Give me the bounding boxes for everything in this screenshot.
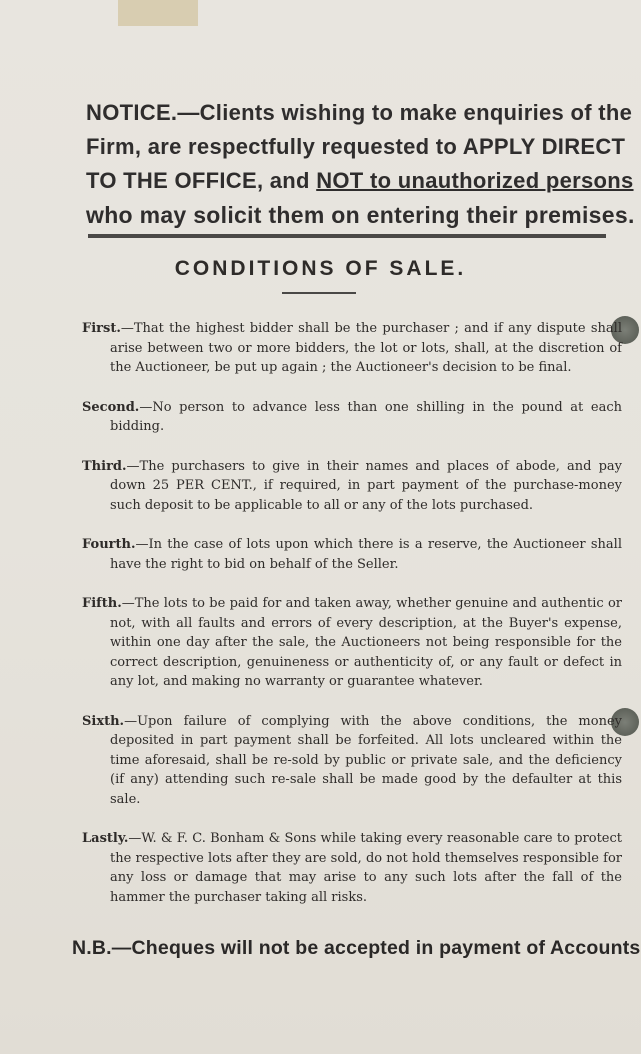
clause-text: —W. & F. C. Bonham & Sons while taking every reasonable care to protect the respective lots after they are sold, do not hold themselves responsible for any loss or damage that may arise to any such lots after the fall of the hammer the purchaser taking all risks. [110, 831, 622, 905]
condition-clause [82, 535, 622, 574]
clause-text: —The purchasers to give in their names and places of abode, and pay down 25 PER CENT., if required, in part payment of the purchase-money such deposit to be applicable to all or any of the lots purchased. [110, 458, 622, 513]
condition-clause [82, 712, 622, 810]
clause-text: —In the case of lots upon which there is a reserve, the Auctioneer shall have the right to bid on behalf of the Seller. [110, 537, 622, 572]
clause-text: —Upon failure of complying with the above conditions, the money deposited in part payment shall be forfeited. All lots uncleared within the time aforesaid, shall be re-sold by public or private sale, and the deficiency (if any) attending such re-sale shall be made good by the defaulter at this sale. [110, 713, 622, 807]
clause-lead: Sixth. [82, 713, 125, 729]
notice-underlined-text: NOT to unauthorized persons [316, 168, 634, 193]
notice-divider [88, 234, 606, 238]
notice-line-start: TO THE OFFICE, and [86, 168, 317, 193]
notice-line: Firm, are respectfully requested to APPLY DIRECT [86, 134, 626, 159]
clause-lead: First. [82, 321, 121, 336]
notice-block [86, 96, 634, 232]
clause-text: —That the highest bidder shall be the purchaser ; and if any dispute shall arise between two or more bidders, the lot or lots, shall, at the discretion of the Auctioneer, be put up again ; the Auctioneer's decision to be final. [110, 321, 622, 375]
conditions-list [82, 306, 622, 927]
clause-text: —The lots to be paid for and taken away, whether genuine and authentic or not, with all faults and errors of every description, at the Buyer's expense, within one day after the sale, the Auctioneers not being responsible for the correct description, genuineness or authenticity of, or any fault or defect in any lot, and making no warranty or guarantee whatever. [110, 596, 622, 689]
clause-lead: Fourth. [82, 537, 136, 552]
notice-line [86, 164, 634, 198]
condition-clause [82, 457, 622, 516]
condition-clause [82, 319, 622, 378]
condition-clause [82, 829, 622, 907]
clause-lead: Lastly. [82, 831, 129, 846]
payment-note: N.B.—Cheques will not be accepted in payment of Accounts [72, 937, 641, 959]
condition-clause [82, 398, 622, 437]
clause-lead: Third. [82, 458, 127, 474]
page-title: CONDITIONS OF SALE. [174, 257, 467, 280]
notice-line: who may solicit them on entering their premises. [86, 202, 635, 228]
notice-line: NOTICE.—Clients wishing to make enquiries of the [86, 100, 633, 125]
condition-clause [82, 594, 622, 692]
clause-lead: Second. [82, 399, 140, 415]
title-divider [282, 292, 356, 294]
tape-fragment [118, 0, 198, 26]
clause-lead: Fifth. [82, 596, 122, 611]
clause-text: —No person to advance less than one shilling in the pound at each bidding. [110, 399, 622, 434]
